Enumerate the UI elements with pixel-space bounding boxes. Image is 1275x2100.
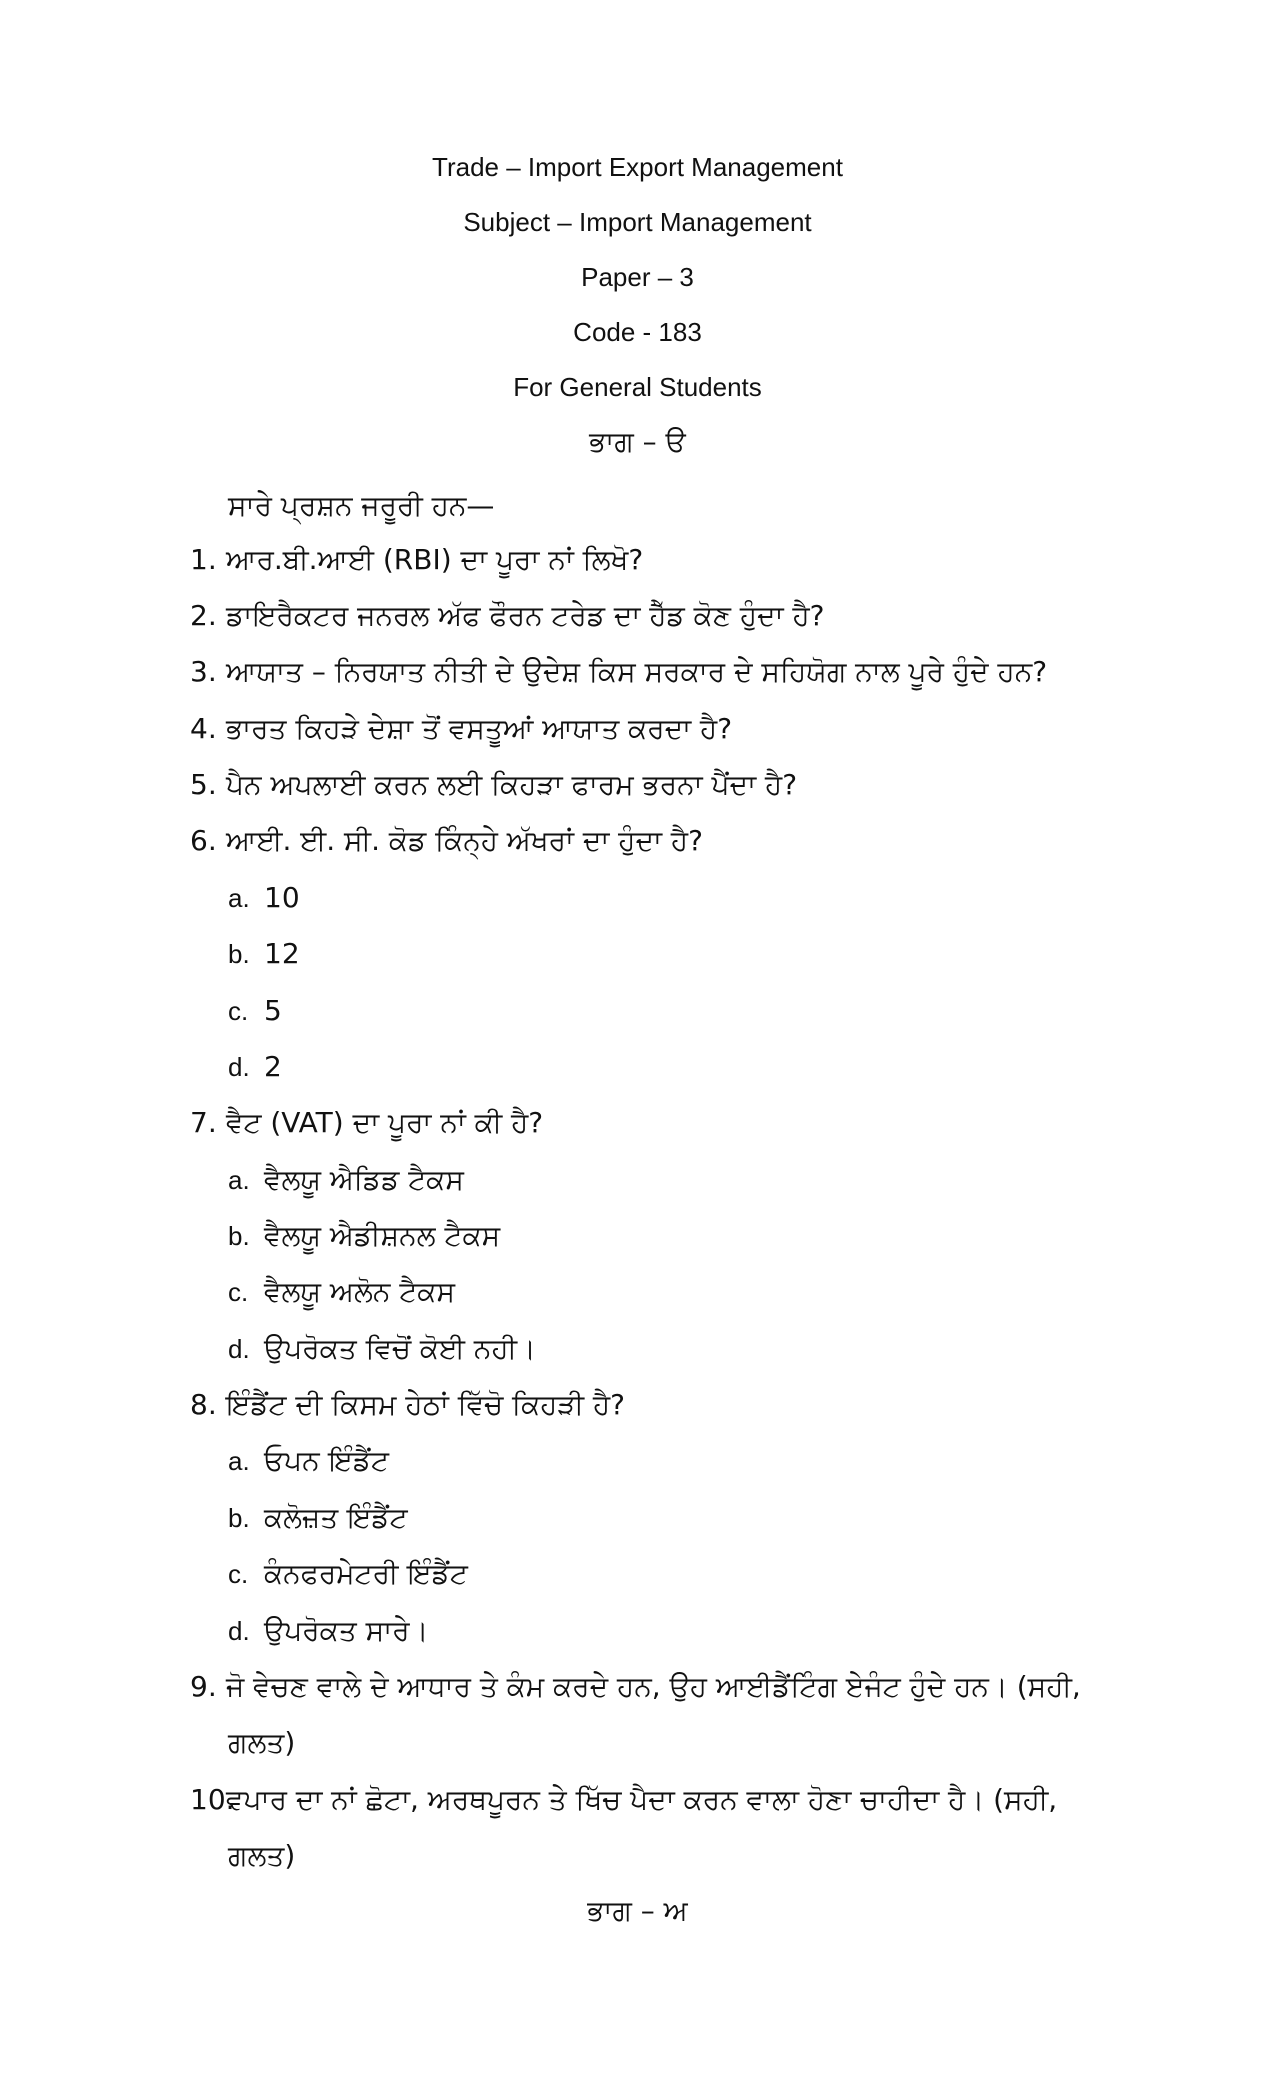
option <box>228 1049 282 1085</box>
question-text: ਪੈਨ ਅਪਲਾਈ ਕਰਨ ਲਈ ਕਿਹੜਾ ਫਾਰਮ ਭਰਨਾ ਪੈਂਦਾ ਹੈ? <box>226 768 798 801</box>
option-text: ਕਲੋਜ਼ਤ ਇੰਡੈਂਟ <box>264 1501 408 1534</box>
question-number: 3. <box>190 655 217 688</box>
question-3 <box>190 654 1190 690</box>
option-letter: d. <box>228 1052 250 1082</box>
trade-heading: Trade – Import Export Management <box>432 152 843 182</box>
option-letter: a. <box>228 1446 250 1476</box>
section-a-heading: ਭਾਗ – ੳ <box>589 425 686 458</box>
option-text: ਓਪਨ ਇੰਡੈਂਟ <box>264 1444 389 1477</box>
option-letter: b. <box>228 1503 250 1533</box>
option-letter: b. <box>228 1221 250 1251</box>
section-b-heading: ਭਾਗ – ਅ <box>587 1894 688 1927</box>
question-number: 6. <box>190 824 217 857</box>
question-text: ਵਪਾਰ ਦਾ ਨਾਂ ਛੋਟਾ, ਅਰਥਪੂਰਨ ਤੇ ਖਿੱਚ ਪੈਦਾ ਕਰਨ ਵਾਲਾ ਹੋਣਾ ਚਾਹੀਦਾ ਹੈ। (ਸਹੀ, <box>226 1783 1058 1816</box>
question-10-continuation: ਗਲਤ) <box>228 1839 296 1872</box>
paper-heading: Paper – 3 <box>581 262 694 292</box>
question-7 <box>190 1105 1190 1141</box>
option-text: 12 <box>264 937 300 970</box>
option-text: 10 <box>264 881 300 914</box>
option-letter: a. <box>228 883 250 913</box>
option-text: ਵੈਲਯੂ ਅਲੋਨ ਟੈਕਸ <box>264 1275 456 1308</box>
question-number: 8. <box>190 1388 217 1421</box>
question-text: ਡਾਇਰੈਕਟਰ ਜਨਰਲ ਅੱਫ ਫੌਰਨ ਟਰੇਡ ਦਾ ਹੈੱਡ ਕੋਣ ਹੁੰਦਾ ਹੈ? <box>226 599 825 632</box>
option <box>228 1500 408 1536</box>
question-6 <box>190 823 1190 859</box>
option-letter: d. <box>228 1616 250 1646</box>
question-8 <box>190 1387 1190 1423</box>
question-10 <box>190 1782 1190 1818</box>
instructions: ਸਾਰੇ ਪ੍ਰਸ਼ਨ ਜਰੂਰੀ ਹਨ— <box>228 489 495 522</box>
question-5 <box>190 767 1190 803</box>
question-2 <box>190 598 1190 634</box>
question-number: 7. <box>190 1106 217 1139</box>
question-text: ਇੰਡੈਂਟ ਦੀ ਕਿਸਮ ਹੇਠਾਂ ਵਿੱਚੋ ਕਿਹੜੀ ਹੈ? <box>226 1388 626 1421</box>
option <box>228 1162 464 1198</box>
option <box>228 880 300 916</box>
subject-heading: Subject – Import Management <box>463 207 812 237</box>
option-text: 2 <box>264 1050 282 1083</box>
option <box>228 1613 428 1649</box>
question-text: ਭਾਰਤ ਕਿਹੜੇ ਦੇਸ਼ਾ ਤੋਂ ਵਸਤੂਆਂ ਆਯਾਤ ਕਰਦਾ ਹੈ? <box>226 712 733 745</box>
question-4 <box>190 711 1190 747</box>
question-text: ਆਯਾਤ – ਨਿਰਯਾਤ ਨੀਤੀ ਦੇ ਉਦੇਸ਼ ਕਿਸ ਸਰਕਾਰ ਦੇ ਸਹਿਯੋਗ ਨਾਲ ਪੂਰੇ ਹੁੰਦੇ ਹਨ? <box>226 655 1048 688</box>
question-number: 4. <box>190 712 217 745</box>
question-number: 10. <box>190 1783 235 1816</box>
question-number: 5. <box>190 768 217 801</box>
question-number: 9. <box>190 1670 217 1703</box>
option-text: ਉਪਰੋਕਤ ਵਿਚੋਂ ਕੋਈ ਨਹੀ। <box>264 1332 536 1365</box>
question-number: 2. <box>190 599 217 632</box>
option <box>228 993 282 1029</box>
option-letter: c. <box>228 996 249 1026</box>
option <box>228 1274 455 1310</box>
option <box>228 1556 468 1592</box>
question-9 <box>190 1669 1190 1705</box>
code-heading: Code - 183 <box>573 317 702 347</box>
option <box>228 1443 389 1479</box>
option <box>228 1331 536 1367</box>
option <box>228 1218 500 1254</box>
option-text: 5 <box>264 994 282 1027</box>
question-text: ਆਰ.ਬੀ.ਆਈ (RBI) ਦਾ ਪੂਰਾ ਨਾਂ ਲਿਖੋ? <box>226 543 644 576</box>
option-text: ਕੰਨਫਰਮੇਟਰੀ ਇੰਡੈਂਟ <box>264 1557 468 1590</box>
audience-heading: For General Students <box>513 372 762 402</box>
option-letter: c. <box>228 1559 249 1589</box>
question-text: ਵੈਟ (VAT) ਦਾ ਪੂਰਾ ਨਾਂ ਕੀ ਹੈ? <box>226 1106 544 1139</box>
option-letter: c. <box>228 1277 249 1307</box>
question-1 <box>190 542 1190 578</box>
question-text: ਜੋ ਵੇਚਣ ਵਾਲੇ ਦੇ ਆਧਾਰ ਤੇ ਕੰਮ ਕਰਦੇ ਹਨ, ਉਹ ਆਈਡੈਂਟਿੰਗ ਏਜੰਟ ਹੁੰਦੇ ਹਨ। (ਸਹੀ, <box>226 1670 1081 1703</box>
question-text: ਆਈ. ਈ. ਸੀ. ਕੋਡ ਕਿੰਨ੍ਹੇ ਅੱਖਰਾਂ ਦਾ ਹੁੰਦਾ ਹੈ? <box>226 824 703 857</box>
option <box>228 936 300 972</box>
option-text: ਵੈਲਯੂ ਐਡੀਸ਼ਨਲ ਟੈਕਸ <box>264 1219 501 1252</box>
option-letter: a. <box>228 1165 250 1195</box>
option-text: ਵੈਲਯੂ ਐਡਿਡ ਟੈਕਸ <box>264 1163 464 1196</box>
option-text: ਉਪਰੋਕਤ ਸਾਰੇ। <box>264 1614 429 1647</box>
option-letter: b. <box>228 939 250 969</box>
option-letter: d. <box>228 1334 250 1364</box>
question-9-continuation: ਗਲਤ) <box>228 1726 296 1759</box>
question-number: 1. <box>190 543 217 576</box>
